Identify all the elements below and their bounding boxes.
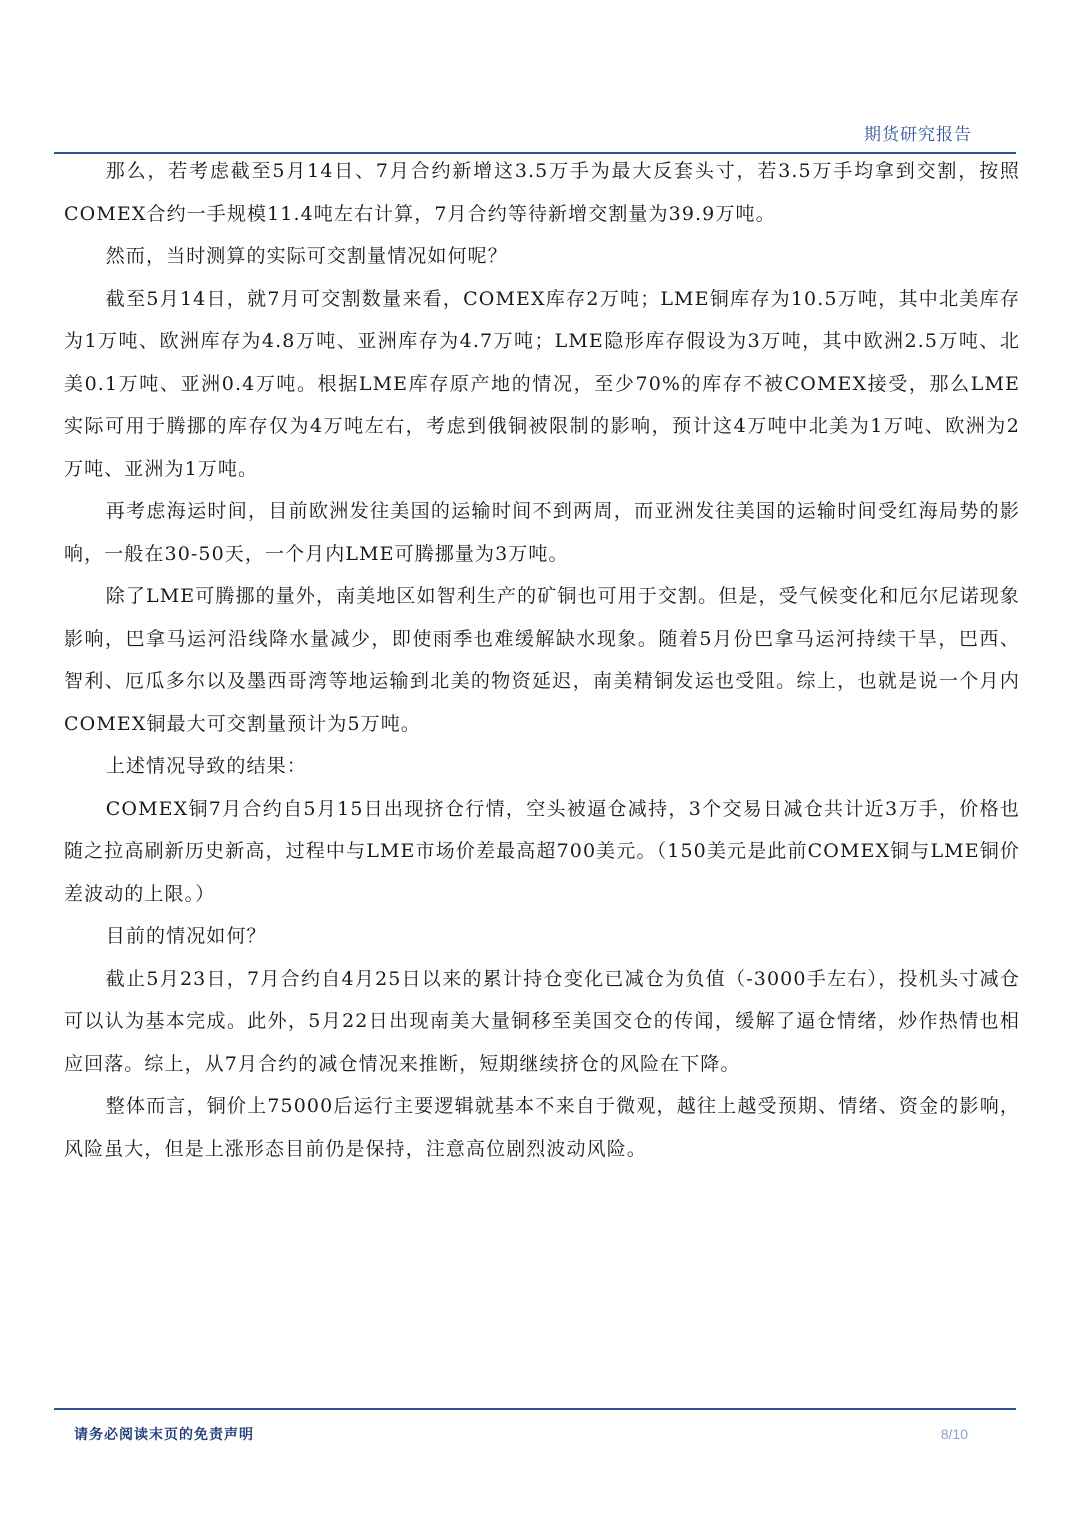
paragraph: 目前的情况如何？ <box>105 925 267 947</box>
paragraph: 整体而言，铜价上75000后运行主要逻辑就基本不来自于微观，越往上越受预期、情绪、资金的影响，风险虽大，但是上涨形态目前仍是保持，注意高位剧烈波动风险。 <box>64 1095 1020 1160</box>
disclaimer-note: 请务必阅读末页的免责声明 <box>74 1427 254 1443</box>
paragraph: 截止5月23日，7月合约自4月25日以来的累计持仓变化已减仓为负值（-3000手左右），投机头寸减仓可以认为基本完成。此外，5月22日出现南美大量铜移至美国交仓的传闻，缓解了逼仓情绪，炒作热情也相应回落。综上，从7月合约的减仓情况来推断，短期继续挤仓的风险在下降。 <box>64 967 1020 1075</box>
paragraph: 再考虑海运时间，目前欧洲发往美国的运输时间不到两周，而亚洲发往美国的运输时间受红海局势的影响，一般在30-50天，一个月内LME可腾挪量为3万吨。 <box>64 500 1020 565</box>
paragraph: 除了LME可腾挪的量外，南美地区如智利生产的矿铜也可用于交割。但是，受气候变化和厄尔尼诺现象影响，巴拿马运河沿线降水量减少，即使雨季也难缓解缺水现象。随着5月份巴拿马运河持续干旱，巴西、智利、厄瓜多尔以及墨西哥湾等地运输到北美的物资延迟，南美精铜发运也受阻。综上，也就是说一个月内COMEX铜最大可交割量预计为5万吨。 <box>64 585 1020 735</box>
paragraph: 那么，若考虑截至5月14日、7月合约新增这3.5万手为最大反套头寸，若3.5万手均拿到交割，按照COMEX合约一手规模11.4吨左右计算，7月合约等待新增交割量为39.9万吨。 <box>64 160 1020 225</box>
paragraph: 截至5月14日，就7月可交割数量来看，COMEX库存2万吨；LME铜库存为10.5万吨，其中北美库存为1万吨、欧洲库存为4.8万吨、亚洲库存为4.7万吨；LME隐形库存假设为3万吨，其中欧洲2.5万吨、北美0.1万吨、亚洲0.4万吨。根据LME库存原产地的情况，至少70%的库存不被COMEX接受，那么LME实际可用于腾挪的库存仅为4万吨左右，考虑到俄铜被限制的影响，预计这4万吨中北美为1万吨、欧洲为2万吨、亚洲为1万吨。 <box>64 287 1020 480</box>
footer-divider <box>54 1408 1016 1410</box>
report-type-title: 期货研究报告 <box>864 125 972 145</box>
page-number: 8/10 <box>940 1426 968 1442</box>
paragraph: 上述情况导致的结果： <box>105 755 307 777</box>
paragraph: 然而，当时测算的实际可交割量情况如何呢？ <box>105 245 508 267</box>
report-body <box>64 150 1020 1170</box>
paragraph: COMEX铜7月合约自5月15日出现挤仓行情，空头被逼仓减持，3个交易日减仓共计近3万手，价格也随之拉高刷新历史新高，过程中与LME市场价差最高超700美元。（150美元是此前COMEX铜与LME铜价差波动的上限。） <box>64 797 1020 905</box>
